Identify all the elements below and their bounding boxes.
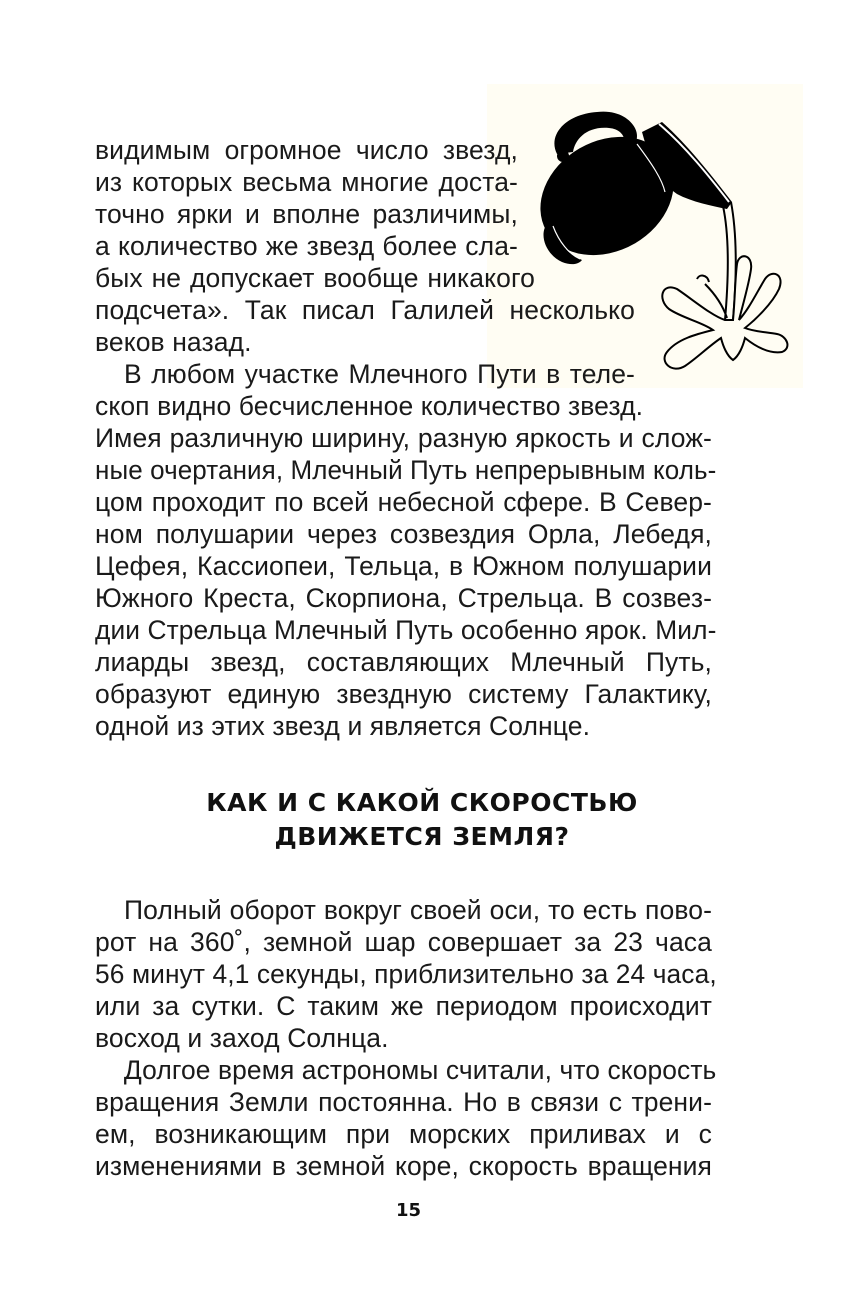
text-line: Цефея, Кассиопеи, Тельца, в Южном полушарии (95, 551, 712, 581)
text-line: Имея различную ширину, разную яркость и слож- (95, 423, 712, 453)
text-line: ем, возникающим при морских приливах и с (95, 1119, 712, 1149)
text-line: вращения Земли постоянна. Но в связи с трени- (95, 1087, 712, 1117)
text-line: ные очертания, Млечный Путь непрерывным коль- (95, 455, 717, 485)
text-line: из которых весьма многие доста- (95, 167, 518, 197)
text-line: веков назад. (95, 327, 252, 357)
text-line: цом проходит по всей небесной сфере. В Север- (95, 487, 712, 517)
text-line: образуют единую звездную систему Галактику, (95, 679, 712, 709)
text-line: а количество же звезд более сла- (95, 231, 518, 261)
page-number: 15 (396, 1200, 422, 1221)
text-line: Южного Креста, Скорпиона, Стрельца. В созвез- (95, 583, 712, 613)
text-line: ном полушарии через созвездия Орла, Лебедя, (95, 519, 712, 549)
text-line: скоп видно бесчисленное количество звезд. (95, 391, 644, 421)
section-heading-line1: КАК И С КАКОЙ СКОРОСТЬЮ (206, 788, 638, 817)
text-line: изменениями в земной коре, скорость вращения (95, 1151, 712, 1181)
text-line: лиарды звезд, составляющих Млечный Путь, (95, 647, 712, 677)
section-heading-line2: ДВИЖЕТСЯ ЗЕМЛЯ? (274, 822, 570, 851)
text-line: В любом участке Млечного Пути в теле- (124, 359, 635, 389)
text-line: или за сутки. С таким же периодом происходит (95, 991, 712, 1021)
text-line: дии Стрельца Млечный Путь особенно ярок. Мил- (95, 615, 717, 645)
text-line: 56 минут 4,1 секунды, приблизительно за 24 часа, (95, 959, 717, 989)
text-line: одной из этих звезд и является Солнце. (95, 711, 591, 741)
text-line: бых не допускает вообще никакого (95, 263, 535, 293)
text-line: подсчета». Так писал Галилей несколько (95, 295, 635, 325)
text-line: Полный оборот вокруг своей оси, то есть пово- (124, 895, 712, 925)
text-line: Долгое время астрономы считали, что скорость (123, 1055, 717, 1085)
text-line: рот на 360˚, земной шар совершает за 23 часа (95, 927, 712, 957)
text-line: восход и заход Солнца. (95, 1023, 389, 1053)
text-line: видимым огромное число звезд, (95, 135, 518, 165)
text-line: точно ярки и вполне различимы, (95, 199, 518, 229)
